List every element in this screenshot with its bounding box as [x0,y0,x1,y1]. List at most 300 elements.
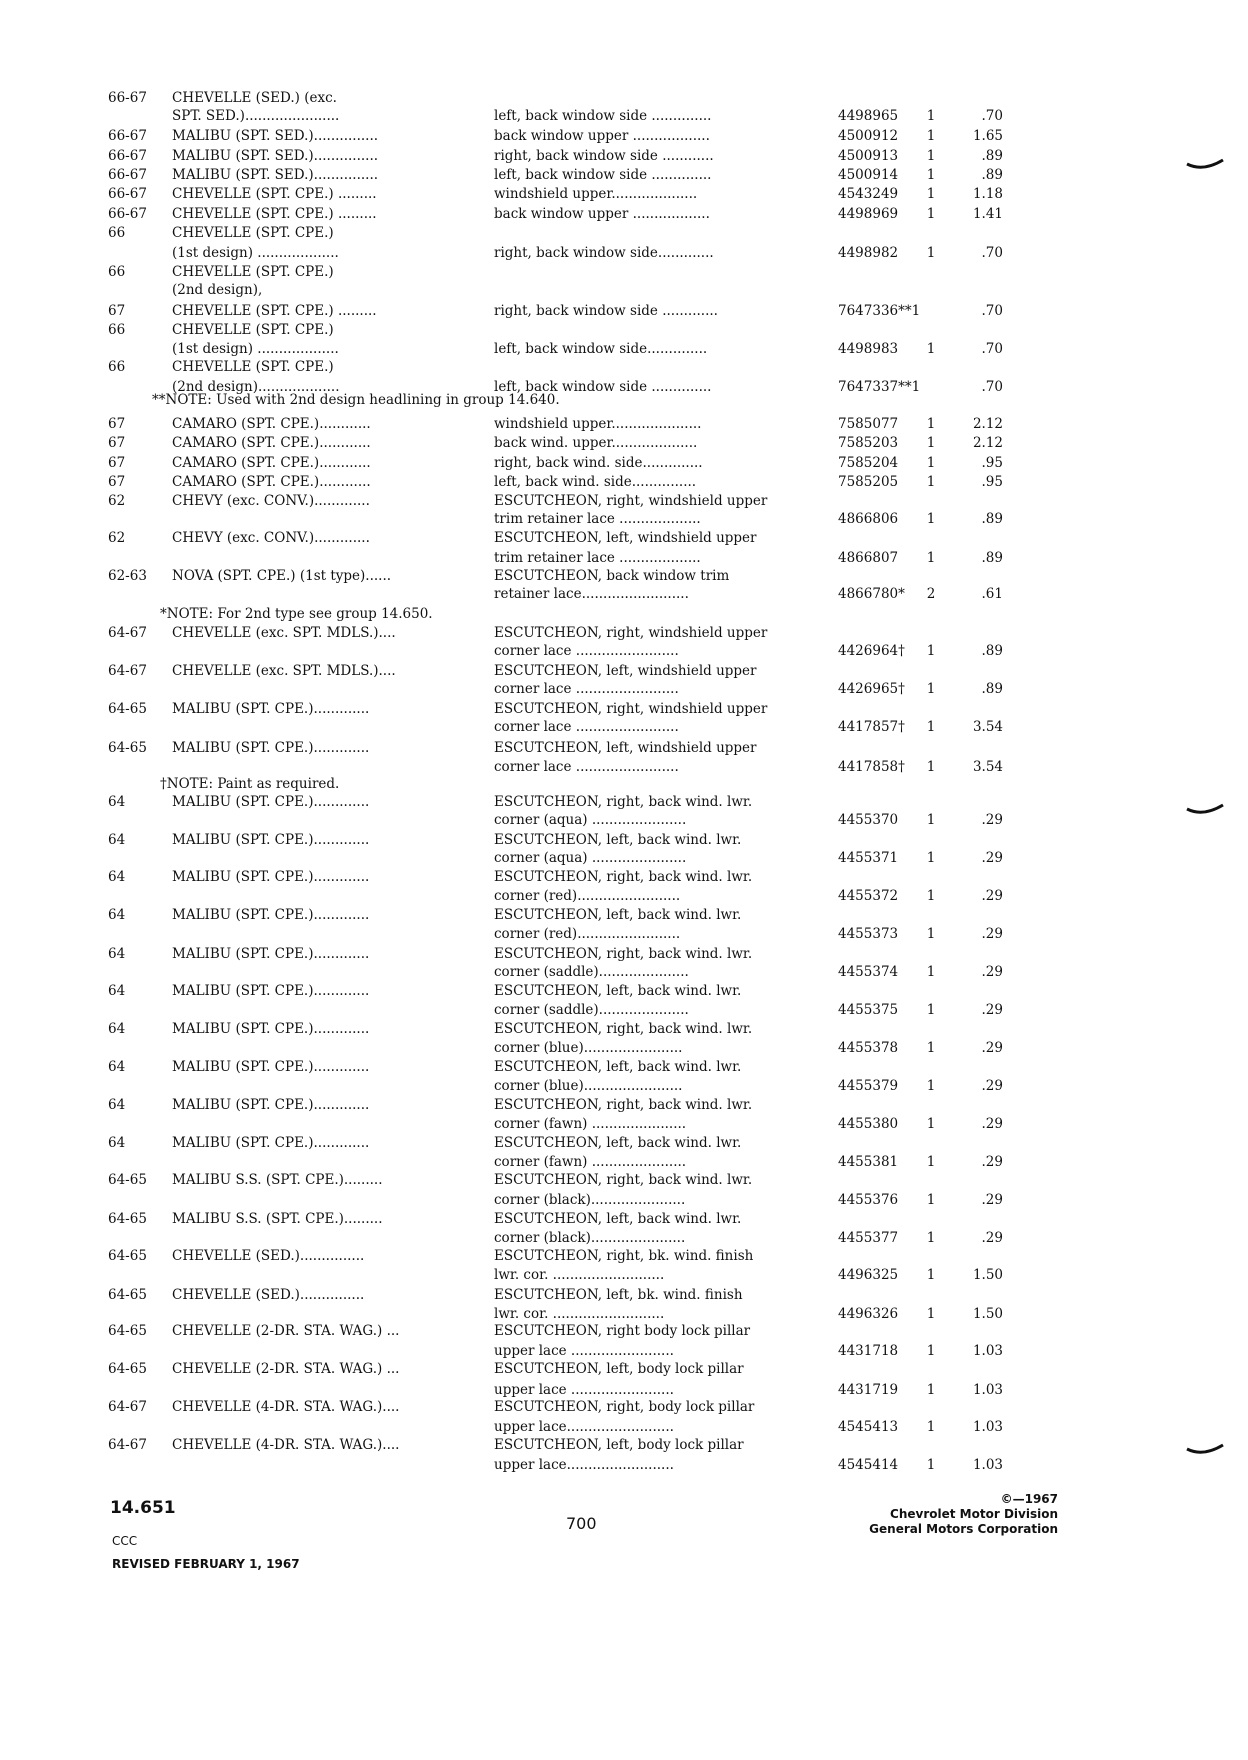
list-item [0,1057,1248,1077]
list-item [0,414,1248,434]
quantity: 1 [926,643,936,659]
price: .95 [981,474,1003,490]
description: windshield upper..................... [494,416,702,432]
model: SPT. SED.)...................... [172,108,340,124]
list-item [0,699,1248,719]
price: .29 [981,1116,1003,1132]
description: corner (blue)....................... [494,1078,683,1094]
year: 64 [108,946,126,962]
price: .29 [981,1040,1003,1056]
part-number: 7647337**1 [838,379,921,395]
quantity: 1 [926,186,936,202]
quantity: 1 [926,1040,936,1056]
list-item [0,641,1248,661]
price: .70 [981,303,1003,319]
quantity: 1 [926,1078,936,1094]
part-number: 7585205 [838,474,899,490]
model: CHEVELLE (exc. SPT. MDLS.).... [172,625,396,641]
model: MALIBU S.S. (SPT. CPE.)......... [172,1211,383,1227]
model: (1st design) ................... [172,341,339,357]
part-number: 4455370 [838,812,899,828]
quantity: 1 [926,416,936,432]
model: MALIBU (SPT. CPE.)............. [172,869,370,885]
part-number: 4455380 [838,1116,899,1132]
price: .89 [981,148,1003,164]
list-item [0,243,1248,263]
description: ESCUTCHEON, left, body lock pillar [494,1361,744,1377]
catalog-code: CCC [112,1534,138,1548]
price: .29 [981,926,1003,942]
model: CAMARO (SPT. CPE.)............ [172,435,371,451]
model: NOVA (SPT. CPE.) (1st type)...... [172,568,392,584]
price: 3.54 [972,759,1003,775]
price: .70 [981,379,1003,395]
year: 62 [108,530,126,546]
model: CHEVELLE (SPT. CPE.) [172,225,334,241]
description: corner (black)...................... [494,1230,686,1246]
quantity: 2 [926,586,936,602]
list-item [0,1265,1248,1285]
description: ESCUTCHEON, right, back wind. lwr. [494,946,753,962]
description: left, back window side .............. [494,167,712,183]
year: 64-67 [108,663,147,679]
price: 1.50 [972,1306,1003,1322]
year: 66 [108,322,126,338]
description: ESCUTCHEON, right, back wind. lwr. [494,869,753,885]
note-headlining: **NOTE: Used with 2nd design headlining in group 14.640. [152,392,560,408]
list-item [0,528,1248,548]
price: 1.03 [972,1382,1003,1398]
price: .70 [981,108,1003,124]
year: 67 [108,416,126,432]
quantity: 1 [926,1154,936,1170]
model: CHEVELLE (SPT. CPE.) [172,264,334,280]
list-item [0,126,1248,146]
description: upper lace ........................ [494,1343,674,1359]
list-item [0,679,1248,699]
description: back window upper .................. [494,206,710,222]
description: trim retainer lace ................... [494,550,701,566]
model: CAMARO (SPT. CPE.)............ [172,474,371,490]
year: 66-67 [108,206,147,222]
model: MALIBU (SPT. CPE.)............. [172,983,370,999]
list-item [0,491,1248,511]
part-number: 4455374 [838,964,899,980]
year: 64-65 [108,1172,147,1188]
year: 66-67 [108,148,147,164]
part-number: 4455381 [838,1154,899,1170]
model: MALIBU (SPT. CPE.)............. [172,1059,370,1075]
price: 2.12 [972,435,1003,451]
year: 64 [108,869,126,885]
part-number: 4500912 [838,128,899,144]
description: corner (red)........................ [494,926,681,942]
list-item [0,106,1248,126]
description: corner (red)........................ [494,888,681,904]
list-item [0,1228,1248,1248]
part-number: 4545413 [838,1419,899,1435]
description: ESCUTCHEON, right, back wind. lwr. [494,1021,753,1037]
year: 64 [108,1135,126,1151]
model: MALIBU (SPT. CPE.)............. [172,701,370,717]
price: .29 [981,1002,1003,1018]
description: corner lace ........................ [494,643,679,659]
description: back wind. upper.................... [494,435,698,451]
part-number: 4496326 [838,1306,899,1322]
quantity: 1 [926,1002,936,1018]
model: MALIBU (SPT. SED.)............... [172,167,379,183]
list-item [0,165,1248,185]
list-item [0,262,1248,282]
description: right, back window side ............ [494,148,714,164]
model: CHEVELLE (4-DR. STA. WAG.).... [172,1437,400,1453]
description: ESCUTCHEON, right, windshield upper [494,493,768,509]
group-code: 14.651 [110,1498,176,1518]
year: 64-65 [108,740,147,756]
list-item [0,830,1248,850]
model: CAMARO (SPT. CPE.)............ [172,455,371,471]
quantity: 1 [926,1306,936,1322]
description: corner (saddle)..................... [494,1002,689,1018]
quantity: 1 [926,550,936,566]
model: (2nd design), [172,282,263,298]
description: left, back window side .............. [494,108,712,124]
price: 2.12 [972,416,1003,432]
model: CHEVY (exc. CONV.)............. [172,530,370,546]
list-item [0,453,1248,473]
list-item [0,433,1248,453]
part-number: 4545414 [838,1457,899,1473]
year: 64-65 [108,1287,147,1303]
price: 1.03 [972,1457,1003,1473]
description: ESCUTCHEON, back window trim [494,568,730,584]
price: .29 [981,850,1003,866]
part-number: 4866780* [838,586,905,602]
description: ESCUTCHEON, left, windshield upper [494,530,757,546]
list-item [0,1095,1248,1115]
part-number: 4455375 [838,1002,899,1018]
quantity: 1 [926,719,936,735]
part-number: 4866807 [838,550,899,566]
list-item [0,184,1248,204]
part-number: 7647336**1 [838,303,921,319]
part-number: 4455372 [838,888,899,904]
model: CHEVY (exc. CONV.)............. [172,493,370,509]
quantity: 1 [926,1382,936,1398]
description: upper lace......................... [494,1457,674,1473]
price: .29 [981,1154,1003,1170]
check-mark-icon [1185,803,1225,817]
list-item [0,1341,1248,1361]
list-item [0,1076,1248,1096]
quantity: 1 [926,759,936,775]
part-number: 4455378 [838,1040,899,1056]
year: 64 [108,832,126,848]
model: MALIBU (SPT. CPE.)............. [172,907,370,923]
list-item [0,548,1248,568]
quantity: 1 [926,964,936,980]
list-item [0,1209,1248,1229]
list-item [0,981,1248,1001]
division-name: Chevrolet Motor Division [890,1507,1058,1521]
year: 67 [108,303,126,319]
copyright: ©—1967 [1000,1492,1058,1506]
year: 66 [108,264,126,280]
quantity: 1 [926,245,936,261]
description: corner (aqua) ...................... [494,850,687,866]
price: .89 [981,511,1003,527]
description: ESCUTCHEON, left, back wind. lwr. [494,1059,742,1075]
model: CHEVELLE (SED.)............... [172,1287,365,1303]
quantity: 1 [926,435,936,451]
list-item [0,357,1248,377]
description: corner (saddle)..................... [494,964,689,980]
description: ESCUTCHEON, right body lock pillar [494,1323,751,1339]
price: .61 [981,586,1003,602]
year: 67 [108,455,126,471]
part-number: 4498965 [838,108,899,124]
model: CHEVELLE (SPT. CPE.) ......... [172,303,377,319]
description: left, back wind. side............... [494,474,697,490]
description: corner (fawn) ...................... [494,1116,687,1132]
quantity: 1 [926,812,936,828]
list-item [0,1019,1248,1039]
quantity: 1 [926,474,936,490]
price: .89 [981,643,1003,659]
quantity: 1 [926,1267,936,1283]
model: MALIBU (SPT. CPE.)............. [172,946,370,962]
description: upper lace ........................ [494,1382,674,1398]
description: ESCUTCHEON, left, body lock pillar [494,1437,744,1453]
part-number: 4455371 [838,850,899,866]
list-item [0,810,1248,830]
description: corner lace ........................ [494,681,679,697]
description: back window upper .................. [494,128,710,144]
year: 66-67 [108,167,147,183]
list-item [0,1114,1248,1134]
list-item [0,1170,1248,1190]
list-item [0,905,1248,925]
description: trim retainer lace ................... [494,511,701,527]
list-item [0,867,1248,887]
description: corner (fawn) ...................... [494,1154,687,1170]
list-item [0,1190,1248,1210]
list-item [0,661,1248,681]
description: windshield upper.................... [494,186,698,202]
quantity: 1 [926,167,936,183]
list-item [0,146,1248,166]
list-item [0,962,1248,982]
description: ESCUTCHEON, left, windshield upper [494,663,757,679]
year: 64 [108,1059,126,1075]
year: 67 [108,474,126,490]
description: ESCUTCHEON, right, windshield upper [494,701,768,717]
year: 64 [108,907,126,923]
year: 64-65 [108,1361,147,1377]
part-number: 7585204 [838,455,899,471]
model: CHEVELLE (SPT. CPE.) ......... [172,206,377,222]
year: 62-63 [108,568,147,584]
price: .29 [981,1230,1003,1246]
year: 64-67 [108,1399,147,1415]
quantity: 1 [926,455,936,471]
year: 64-65 [108,1211,147,1227]
list-item [0,738,1248,758]
quantity: 1 [926,148,936,164]
list-item [0,848,1248,868]
list-item [0,320,1248,340]
quantity: 1 [926,850,936,866]
description: ESCUTCHEON, left, back wind. lwr. [494,907,742,923]
part-number: 4417858† [838,759,905,775]
list-item [0,1455,1248,1475]
quantity: 1 [926,108,936,124]
note-paint: †NOTE: Paint as required. [160,776,340,792]
price: .70 [981,341,1003,357]
part-number: 4455373 [838,926,899,942]
check-mark-icon [1185,1443,1225,1457]
description: upper lace......................... [494,1419,674,1435]
description: right, back window side ............. [494,303,718,319]
year: 64-65 [108,1323,147,1339]
quantity: 1 [926,341,936,357]
model: MALIBU S.S. (SPT. CPE.)......... [172,1172,383,1188]
list-item [0,1038,1248,1058]
list-item [0,584,1248,604]
description: ESCUTCHEON, right, body lock pillar [494,1399,755,1415]
list-item [0,717,1248,737]
year: 64-67 [108,625,147,641]
description: left, back window side.............. [494,341,708,357]
model: (2nd design)................... [172,379,340,395]
model: CHEVELLE (SPT. CPE.) [172,322,334,338]
list-item [0,1435,1248,1455]
year: 66-67 [108,186,147,202]
year: 67 [108,435,126,451]
price: 1.03 [972,1343,1003,1359]
model: (1st design) ................... [172,245,339,261]
list-item [0,204,1248,224]
model: MALIBU (SPT. CPE.)............. [172,1021,370,1037]
list-item [0,1246,1248,1266]
price: .29 [981,1192,1003,1208]
model: MALIBU (SPT. CPE.)............. [172,794,370,810]
year: 64-65 [108,1248,147,1264]
description: ESCUTCHEON, left, back wind. lwr. [494,1211,742,1227]
price: 3.54 [972,719,1003,735]
model: CHEVELLE (SPT. CPE.) [172,359,334,375]
year: 66 [108,225,126,241]
part-number: 4498969 [838,206,899,222]
page-number: 700 [566,1514,597,1533]
quantity: 1 [926,681,936,697]
year: 66-67 [108,90,147,106]
part-number: 4417857† [838,719,905,735]
price: .29 [981,812,1003,828]
price: .89 [981,167,1003,183]
list-item [0,566,1248,586]
quantity: 1 [926,1419,936,1435]
description: right, back window side............. [494,245,714,261]
part-number: 4426964† [838,643,905,659]
list-item [0,1285,1248,1305]
part-number: 7585077 [838,416,899,432]
list-item [0,1321,1248,1341]
price: 1.18 [972,186,1003,202]
year: 64-65 [108,701,147,717]
list-item [0,1417,1248,1437]
quantity: 1 [926,1343,936,1359]
description: ESCUTCHEON, left, bk. wind. finish [494,1287,743,1303]
model: MALIBU (SPT. CPE.)............. [172,1135,370,1151]
quantity: 1 [926,888,936,904]
quantity: 1 [926,1116,936,1132]
list-item [0,280,1248,300]
price: .70 [981,245,1003,261]
description: ESCUTCHEON, right, back wind. lwr. [494,794,753,810]
part-number: 4498983 [838,341,899,357]
description: ESCUTCHEON, right, windshield upper [494,625,768,641]
price: .89 [981,681,1003,697]
part-number: 4431719 [838,1382,899,1398]
model: MALIBU (SPT. SED.)............... [172,148,379,164]
price: .29 [981,1078,1003,1094]
quantity: 1 [926,1192,936,1208]
list-item [0,1133,1248,1153]
model: CHEVELLE (4-DR. STA. WAG.).... [172,1399,400,1415]
part-number: 4500913 [838,148,899,164]
list-item [0,886,1248,906]
list-item [0,1359,1248,1379]
description: corner lace ........................ [494,759,679,775]
revision-date: REVISED FEBRUARY 1, 1967 [112,1557,300,1571]
list-item [0,88,1248,108]
model: MALIBU (SPT. CPE.)............. [172,832,370,848]
price: .29 [981,964,1003,980]
description: corner lace ........................ [494,719,679,735]
list-item [0,223,1248,243]
part-number: 4455376 [838,1192,899,1208]
model: CHEVELLE (SPT. CPE.) ......... [172,186,377,202]
description: ESCUTCHEON, left, back wind. lwr. [494,983,742,999]
list-item [0,1152,1248,1172]
list-item [0,339,1248,359]
year: 66 [108,359,126,375]
year: 62 [108,493,126,509]
description: corner (black)...................... [494,1192,686,1208]
model: MALIBU (SPT. CPE.)............. [172,1097,370,1113]
corporation-name: General Motors Corporation [869,1522,1058,1536]
description: corner (blue)....................... [494,1040,683,1056]
list-item [0,792,1248,812]
part-number: 4543249 [838,186,899,202]
part-number: 4496325 [838,1267,899,1283]
description: corner (aqua) ...................... [494,812,687,828]
part-number: 4498982 [838,245,899,261]
model: CHEVELLE (2-DR. STA. WAG.) ... [172,1361,400,1377]
price: 1.50 [972,1267,1003,1283]
part-number: 4500914 [838,167,899,183]
publisher-block [860,1492,1058,1537]
list-item [0,924,1248,944]
list-item [0,1000,1248,1020]
model: CHEVELLE (SED.)............... [172,1248,365,1264]
model: MALIBU (SPT. CPE.)............. [172,740,370,756]
part-number: 4431718 [838,1343,899,1359]
part-number: 7585203 [838,435,899,451]
check-mark-icon [1185,158,1225,172]
model: MALIBU (SPT. SED.)............... [172,128,379,144]
